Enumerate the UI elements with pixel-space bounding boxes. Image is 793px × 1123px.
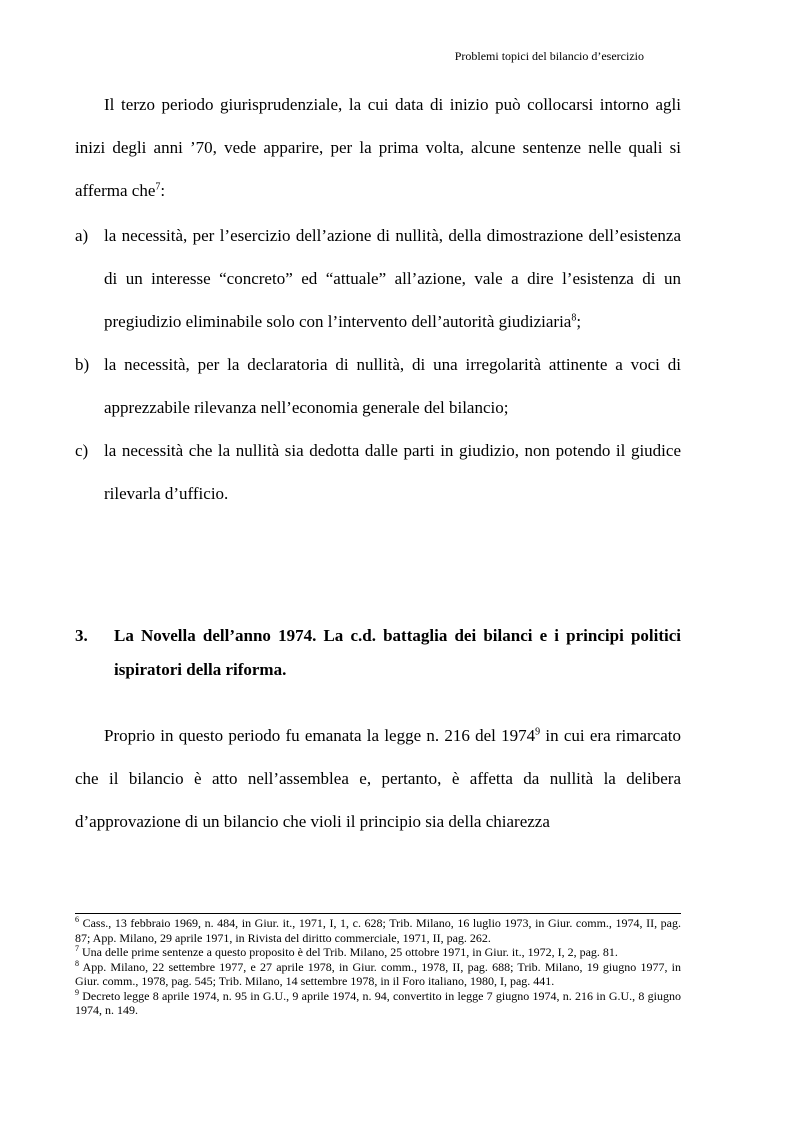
footnote — [75, 989, 681, 1018]
paragraph-law-continuation: in cui era rimarcato che il bilancio è atto nell’assemblea e, pertanto, è affetta da nullità la delibera d’approvazione di un bilancio che violi il principio sia della chiarezza — [75, 726, 681, 831]
list-item-text: la necessità, per l’esercizio dell’azione di nullità, della dimostrazione dell’esistenza di un interesse “concreto” ed “attuale” all’azione, vale a dire l’esistenza di un pregiudizio eliminabile solo con l’intervento dell’autorità giudiziaria — [104, 226, 681, 331]
paragraph-law-text: Proprio in questo periodo fu emanata la legge n. 216 del 1974 — [104, 726, 536, 745]
section-number: 3. — [75, 626, 88, 645]
section-title: La Novella dell’anno 1974. La c.d. battaglia dei bilanci e i principi politici ispiratori della riforma. — [114, 626, 681, 679]
list-marker: b) — [75, 355, 90, 374]
footnote-text: Cass., 13 febbraio 1969, n. 484, in Giur. it., 1971, I, 1, c. 628; Trib. Milano, 16 luglio 1973, in Giur. comm., 1974, II, pag. 87; App. Milano, 29 aprile 1971, in Rivista del diritto commerciale, 1971, II, pag. 262. — [75, 916, 681, 945]
list-item — [75, 343, 681, 429]
paragraph-intro-text: Il terzo periodo giurisprudenziale, la cui data di inizio può collocarsi intorno agli inizi degli anni ’70, vede apparire, per la prima volta, alcune sentenze nelle quali si afferma che — [75, 95, 681, 200]
requirements-list — [75, 214, 681, 515]
running-header: Problemi topici del bilancio d’esercizio — [454, 49, 644, 63]
footnote-text: Decreto legge 8 aprile 1974, n. 95 in G.U., 9 aprile 1974, n. 94, convertito in legge 7 giugno 1974, n. 216 in G.U., 8 giugno 1974, n. 149. — [75, 988, 681, 1017]
footnote-number: 7 — [75, 944, 79, 953]
footnote-divider — [75, 913, 681, 914]
list-item-tail: ; — [576, 312, 582, 331]
list-item — [75, 214, 681, 343]
list-marker: a) — [75, 226, 89, 245]
footnote — [75, 945, 681, 960]
footnote — [75, 916, 681, 945]
footnote-number: 6 — [75, 915, 79, 924]
footnote — [75, 960, 681, 989]
list-item — [75, 429, 681, 515]
paragraph-intro-tail: : — [160, 181, 166, 200]
footnote-ref-7[interactable]: 7 — [155, 181, 161, 193]
footnote-number: 9 — [75, 987, 79, 997]
footnote-text: Una delle prime sentenze a questo proposito è del Trib. Milano, 25 ottobre 1971, in Giur. it., 1972, I, 2, pag. 81. — [79, 945, 618, 959]
footnote-number: 8 — [75, 958, 79, 968]
list-item-text: la necessità, per la declaratoria di nullità, di una irregolarità attinente a voci di apprezzabile rilevanza nell’economia generale del bilancio; — [104, 355, 681, 417]
paragraph-intro — [75, 83, 681, 212]
section-heading — [75, 619, 681, 687]
footnote-ref-8[interactable]: 8 — [571, 312, 577, 324]
footnote-ref-9[interactable]: 9 — [535, 726, 541, 738]
list-marker: c) — [75, 441, 89, 460]
paragraph-law — [75, 714, 681, 843]
footnote-text: App. Milano, 22 settembre 1977, e 27 aprile 1978, in Giur. comm., 1978, II, pag. 688; Trib. Milano, 19 giugno 1977, in Giur. comm., 1978, pag. 545; Trib. Milano, 14 settembre 1978, in il Foro italiano, 1980, I, pag. 441. — [75, 959, 681, 988]
footnotes — [75, 916, 681, 1018]
list-item-text: la necessità che la nullità sia dedotta dalle parti in giudizio, non potendo il giudice rilevarla d’ufficio. — [104, 441, 681, 503]
